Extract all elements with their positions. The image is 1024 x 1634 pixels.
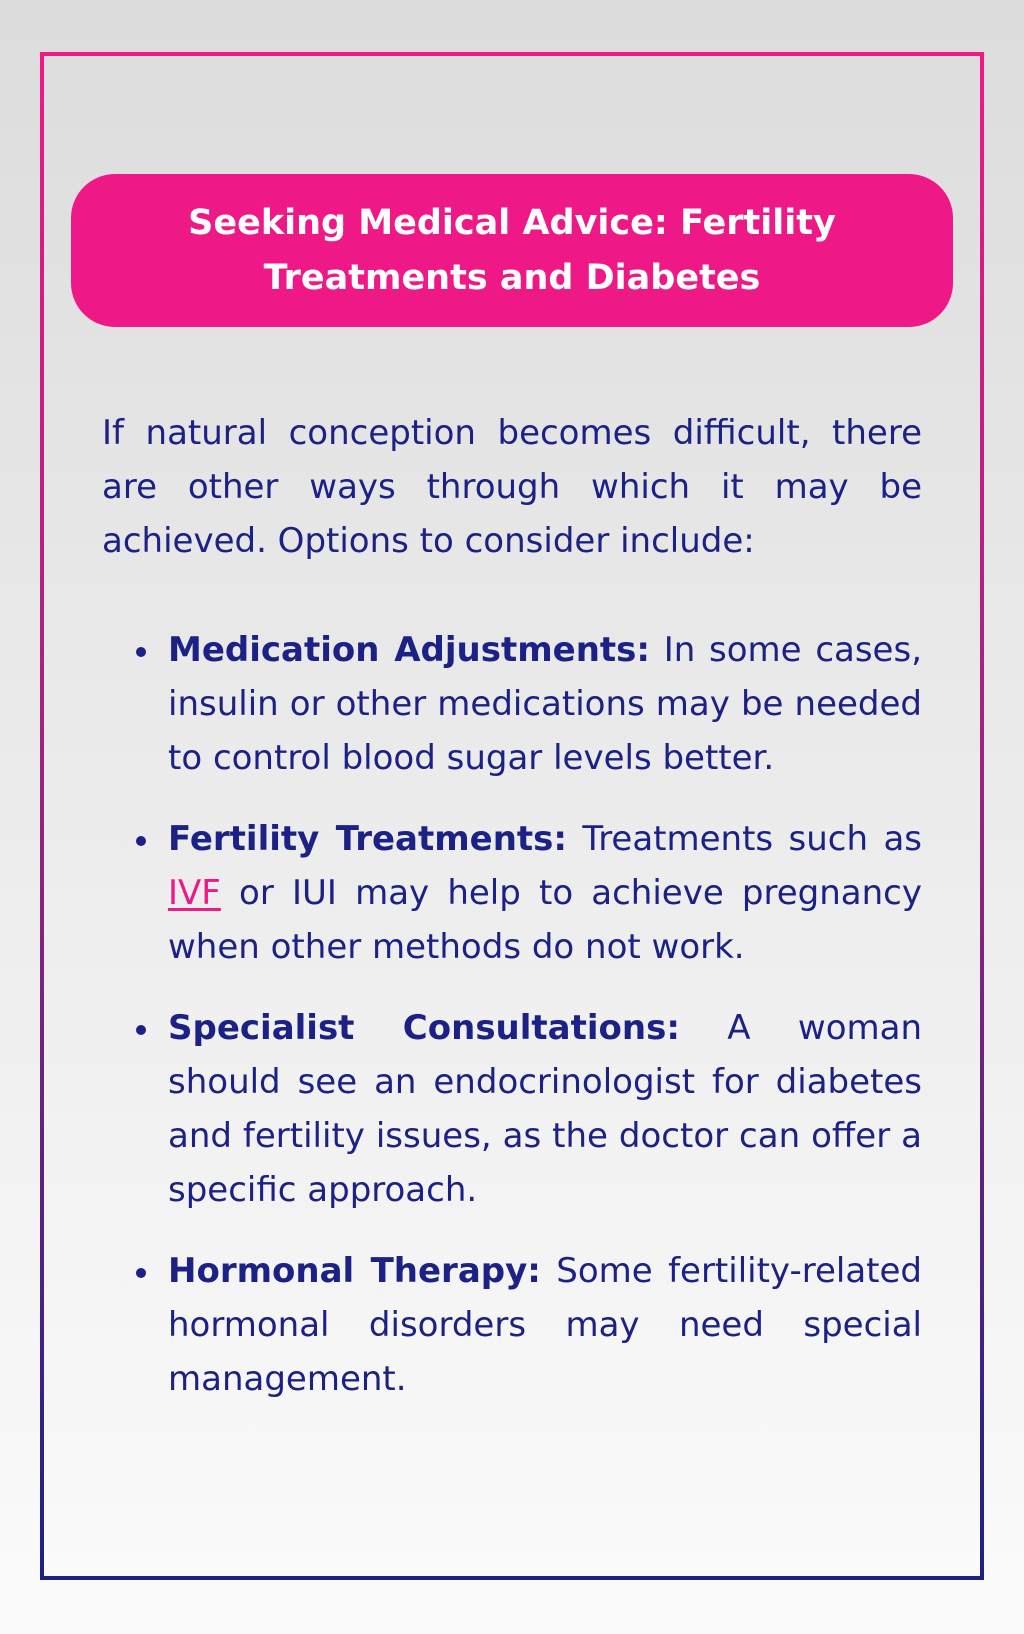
list-item-medication-adjustments bbox=[168, 623, 922, 785]
bullet-icon bbox=[136, 1025, 146, 1035]
bullet-icon bbox=[136, 836, 146, 846]
list-item-hormonal-therapy bbox=[168, 1244, 922, 1406]
list-item-specialist-consultations bbox=[168, 1001, 922, 1217]
bullet-icon bbox=[136, 647, 146, 657]
title-banner bbox=[71, 174, 953, 327]
option-text: Some fertility-related hormonal disorders may need special management. bbox=[168, 1251, 922, 1399]
intro-paragraph: If natural conception becomes difficult, there are other ways through which it may be achieved. Options to consider include: bbox=[102, 413, 922, 561]
list-item-fertility-treatments bbox=[168, 812, 922, 974]
option-text: A woman should see an endocrinologist for diabetes and fertility issues, as the doctor can offer a specific approach. bbox=[168, 1008, 922, 1210]
option-text: or IUI may help to achieve pregnancy when other methods do not work. bbox=[168, 873, 922, 967]
option-text: Treatments such as bbox=[567, 819, 923, 859]
article-body bbox=[102, 406, 922, 1433]
option-label: Hormonal Therapy: bbox=[168, 1251, 541, 1291]
option-text: In some cases, insulin or other medications may be needed to control blood sugar levels better. bbox=[168, 630, 922, 778]
options-list bbox=[102, 623, 922, 1406]
option-label: Fertility Treatments: bbox=[168, 819, 568, 859]
bullet-icon bbox=[136, 1268, 146, 1278]
ivf-link[interactable]: IVF bbox=[168, 873, 221, 913]
option-label: Medication Adjustments: bbox=[168, 630, 650, 670]
page-title: Seeking Medical Advice: Fertility Treatments and Diabetes bbox=[188, 202, 836, 298]
option-label: Specialist Consultations: bbox=[168, 1008, 680, 1048]
